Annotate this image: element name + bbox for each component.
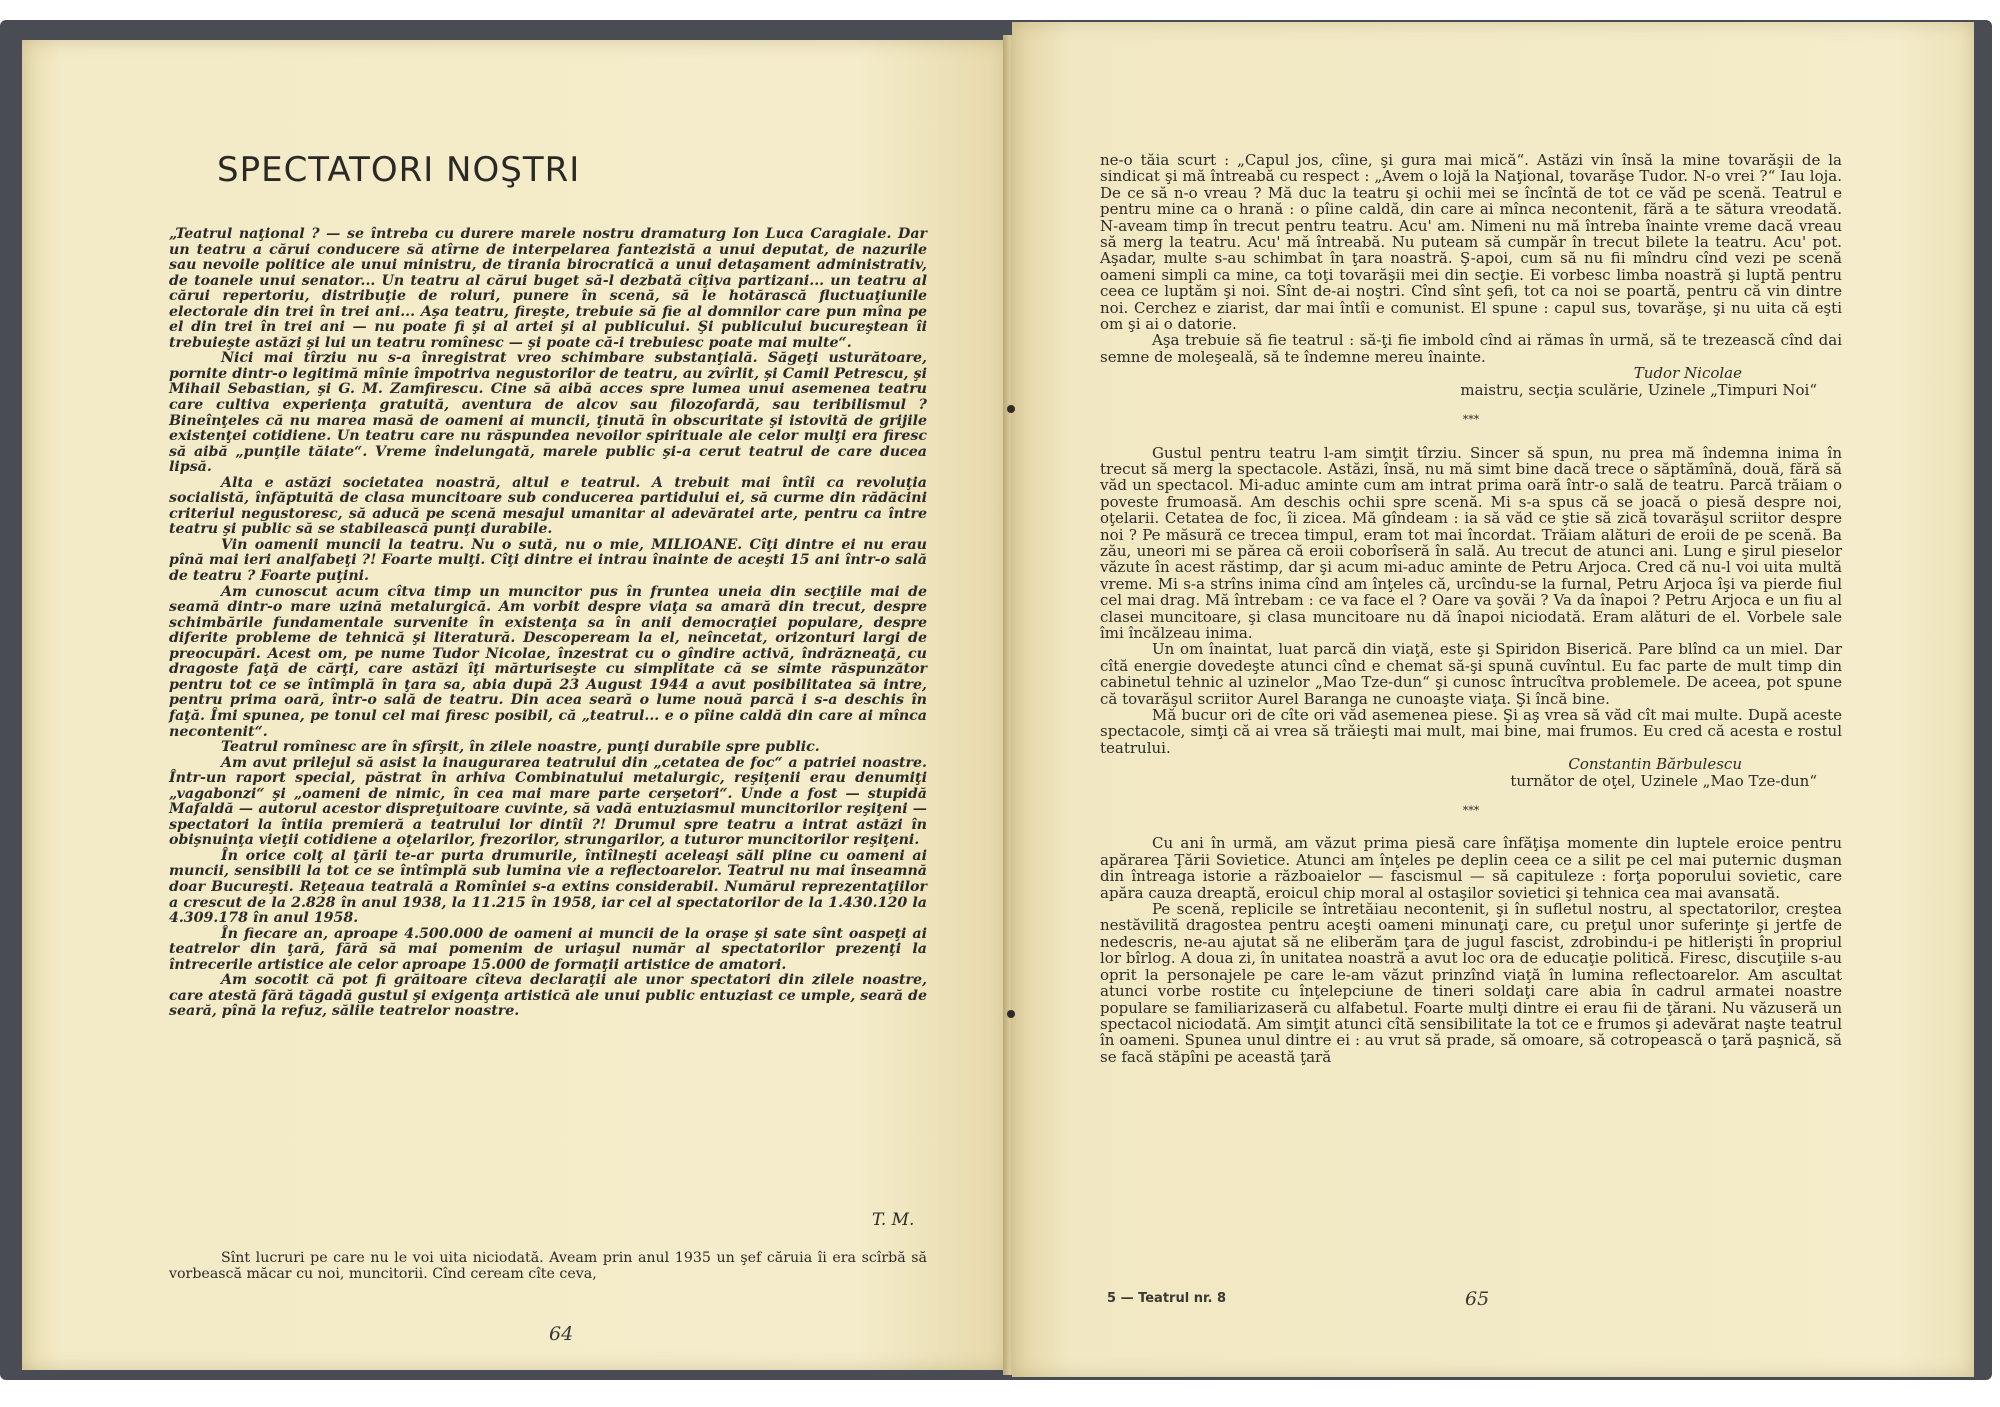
testimony-paragraph: Mă bucur ori de cîte ori văd asemenea piese. Şi aş vrea să văd cît mai multe. După aceste spectacole, simţi că ai vrea să trăieşti mai mult, mai bine, mai frumos. Eu cred că acesta e rostul teatrului. bbox=[1100, 706, 1842, 757]
binding-marker-dot bbox=[1007, 1010, 1015, 1018]
intro-paragraph: „Teatrul naţional ? — se întreba cu durere marele nostru dramaturg Ion Luca Caragiale. Dar un teatru a cărui conducere să atîrne de interpelarea fantezistă a unui deputat, de nazurile sau nevoile politice ale unui ministru, de tirania birocratică a unui detaşament administrativ, de toanele unui senator... Un teatru al cărui buget să-l dezbată cîţiva partizani... un teatru al cărui repertoriu, distribuţie de roluri, punere în scenă, să le hotărască fluctuaţiunile electorale din trei în trei ani... Aşa teatru, fireşte, trebuie să fie al domnilor care pun mîna pe el din trei în trei ani — nu poate fi şi al artei şi al publicului. Şi publicului bucureştean îi trebuieşte astăzi şi lui un teatru romînesc — şi poate că-i trebuiesc poate mai multe“. bbox=[169, 226, 927, 351]
testimony-start-column bbox=[169, 1251, 927, 1282]
journal-footer: 5 — Teatrul nr. 8 bbox=[1107, 1291, 1227, 1306]
page-number-left: 64 bbox=[549, 1323, 574, 1345]
intro-signature: T. M. bbox=[872, 1210, 915, 1230]
left-page bbox=[22, 40, 1007, 1370]
article-title: SPECTATORI NOŞTRI bbox=[217, 150, 581, 190]
testimony-paragraph: Pe scenă, replicile se întretăiau necontenit, şi în sufletul nostru, al spectatorilor, creştea nestăvilită dragostea pentru aceşti oameni minunaţi care, cu preţul unor suferinţe şi jertfe de nedescris, ne-au ajutat să ne eliberăm ţara de jugul fascist, zdrobindu-i pe hitlerişti în propriul lor bîrlog. A doua zi, în unitatea noastră a avut loc ora de educaţie politică. Firesc, discuţiile s-au oprit la personajele pe care le-am văzut prinzînd viaţă în lumina reflectoarelor. Am ascultat atunci vorbe rostite cu înţelepciune de tineri soldaţi care abia în cadrul armatei noastre populare se familiarizaseră cu alfabetul. Foarte mulţi dintre ei erau fii de ţărani. Nu văzuseră un spectacol niciodată. Am simţit atunci cîtă sensibilitate la tot ce e frumos şi adevărat naşte teatrul în oameni. Spunea unul dintre ei : au vrut să prade, să omoare, să cotropească o ţară paşnică, să se facă stăpîni pe această ţară bbox=[1100, 900, 1842, 1066]
testimony-paragraph: Sînt lucruri pe care nu le voi uita niciodată. Aveam prin anul 1935 un şef căruia îi era scîrbă să vorbească măcar cu noi, muncitorii. Cînd ceream cîte ceva, bbox=[169, 1250, 927, 1282]
intro-paragraph: Alta e astăzi societatea noastră, altul e teatrul. A trebuit mai întîi ca revoluţia socialistă, înfăptuită de clasa muncitoare sub conducerea partidului ei, să curme din rădăcini criteriul negustoresc, să aducă pe scenă mesajul umanitar al adevăratei arte, pentru ca între teatru şi public să se stabilească punţi durabile. bbox=[169, 474, 927, 538]
intro-paragraph: În fiecare an, aproape 4.500.000 de oameni ai muncii de la oraşe şi sate sînt oaspeţi ai teatrelor din ţară, fără să mai pomenim de uriaşul număr al spectatorilor prezenţi la întrecerile artistice ale celor aproape 15.000 de formaţii artistice de amatori. bbox=[169, 925, 927, 973]
testimony-author-role: turnător de oţel, Uzinele „Mao Tze-dun“ bbox=[1510, 771, 1817, 790]
intro-paragraph: Nici mai tîrziu nu s-a înregistrat vreo schimbare substanţială. Săgeţi usturătoare, pornite dintr-o legitimă mînie împotriva negustorilor de teatru, au zvîrlit, şi Camil Petrescu, şi Mihail Sebastian, şi G. M. Zamfirescu. Cine să aibă acces spre lumea unui asemenea teatru care cultiva experienţa gratuită, aventura de alcov sau filozofardă, sau teribilismul ? Bineînţeles că nu marea masă de oameni ai muncii, ţinută în obscuritate şi istovită de grijile existenţei cotidiene. Un teatru care nu răspundea nevoilor spirituale ale celor mulţi era firesc să aibă „punţile tăiate“. Vreme îndelungată, marele public şi-a cerut teatrul de care ducea lipsă. bbox=[169, 350, 927, 476]
intro-paragraph: În orice colţ al ţării te-ar purta drumurile, întîlneşti aceleaşi săli pline cu oameni ai muncii, sensibili la tot ce se întîmplă sub lumina vie a reflectoarelor. Teatrul nu mai înseamnă doar Bucureşti. Reţeaua teatrală a Romîniei s-a extins considerabil. Numărul reprezentaţiilor a crescut de la 2.828 în anul 1938, la 11.215 în 1958, iar cel al spectatorilor de la 1.430.120 la 4.309.178 în anul 1958. bbox=[169, 847, 927, 927]
intro-italic-column bbox=[169, 227, 927, 1020]
section-separator: *** bbox=[1462, 804, 1480, 818]
testimony-author-role: maistru, secţia sculărie, Uzinele „Timpuri Noi“ bbox=[1460, 380, 1817, 399]
binding-marker-dot bbox=[1007, 405, 1015, 413]
testimony-paragraph: Aşa trebuie să fie teatrul : să-ţi fie imbold cînd ai rămas în urmă, să te trezească cînd dai semne de moleşeală, să te îndemne mereu înainte. bbox=[1100, 331, 1842, 366]
intro-paragraph: Am avut prilejul să asist la inaugurarea teatrului din „cetatea de foc“ a patriei noastre. Într-un raport special, păstrat în arhiva Combinatului metalurgic, reşiţenii erau denumiţi „vagabonzi“ şi „oameni de nimic, în cea mai mare parte cerşetori“. Unde a fost — stupidă Mafaldă — autorul acestor dispreţuitoare cuvinte, să vadă entuziasmul muncitorilor reşiţeni — spectatori la întiia premieră a teatrului lor dintîi ?! Drumul spre teatru a intrat astăzi în obişnuinţa vieţii cotidiene a oţelarilor, frezorilor, strungarilor, a tuturor muncitorilor reşiţeni. bbox=[169, 754, 927, 849]
intro-paragraph: Am socotit că pot fi grăitoare cîteva declaraţii ale unor spectatori din zilele noastre, care atestă fără tăgadă gustul şi exigenţa artistică ale unui public entuziast ce umple, seară de seară, pînă la refuz, sălile teatrelor noastre. bbox=[169, 972, 927, 1020]
intro-paragraph: Teatrul romînesc are în sfîrşit, în zilele noastre, punţi durabile spre public. bbox=[221, 739, 820, 756]
right-text-column bbox=[1100, 152, 1842, 1065]
testimony-author-name: Tudor Nicolae bbox=[1633, 364, 1742, 383]
intro-paragraph: Am cunoscut acum cîtva timp un muncitor pus în fruntea uneia din secţiile mai de seamă dintr-o mare uzină metalurgică. Am vorbit despre viaţa sa amară din trecut, despre schimbările fundamentale survenite în existenţa sa în anii democraţiei populare, despre diferite probleme de tehnică şi literatură. Descopeream la el, neîncetat, orizonturi largi de preocupări. Acest om, pe nume Tudor Nicolae, înzestrat cu o gîndire activă, îndrăzneaţă, cu dragoste faţă de cărţi, care astăzi îţi mărturiseşte cu simplitate că se simte răspunzător pentru tot ce se întîmplă în ţara sa, abia după 23 August 1944 a avut posibilitatea să intre, pentru prima oară, într-o sală de teatru. Din acea seară o lume nouă parcă i s-a deschis în faţă. Îmi spunea, pe tonul cel mai firesc posibil, că „teatrul... e o pîine caldă din care ai mînca necontenit“. bbox=[169, 583, 927, 740]
right-page bbox=[1012, 22, 1974, 1377]
testimony-author-name: Constantin Bărbulescu bbox=[1568, 755, 1742, 774]
testimony-paragraph: Cu ani în urmă, am văzut prima piesă care înfăţişa momente din luptele eroice pentru apărarea Ţării Sovietice. Atunci am înţeles pe deplin ceea ce a silit pe cel mai puternic duşman din întreaga istorie a războaielor — fascismul — să capituleze : forţa poporului sovietic, care apăra cauza dreaptă, eroicul chip moral al ostaşilor sovietici şi tehnica cea mai avansată. bbox=[1100, 834, 1842, 902]
testimony-paragraph: ne-o tăia scurt : „Capul jos, cîine, şi gura mai mică“. Astăzi vin însă la mine tovarăşii de la sindicat şi mă întreabă cu respect : „Avem o lojă la Naţional, tovarăşe Tudor. N-o vrei ?“ Iau loja. De ce să n-o vreau ? Mă duc la teatru şi ochii mei se încîntă de tot ce văd pe scenă. Teatrul e pentru mine ca o hrană : o pîine caldă, din care ai mînca necontenit, fără a te sătura vreodată. N-aveam timp în trecut pentru teatru. Acu' am. Nimeni nu mă întreba înainte vreme dacă vreau să merg la teatru. Acu' mă întreabă. Nu puteam să cumpăr în trecut bilete la teatru. Acu' pot. Aşadar, multe s-au schimbat în ţara noastră. Ş-apoi, cum să nu fii mîndru cînd vezi pe scenă oameni simpli ca mine, ca toţi tovarăşii mei din secţie. Ei vorbesc limba noastră şi luptă pentru ceea ce luptăm şi noi. Sînt de-ai noştri. Cînd sînt şefi, tot ca noi se poartă, pentru că vin dintre noi. Cerchez e ziarist, dar mai întîi e comunist. El spune : capul sus, tovarăşe, şi nu uita că eşti om şi ai o datorie. bbox=[1100, 151, 1842, 334]
page-number-right: 65 bbox=[1465, 1288, 1490, 1310]
testimony-paragraph: Gustul pentru teatru l-am simţit tîrziu. Sincer să spun, nu prea mă îndemna inima în trecut să merg la spectacole. Astăzi, însă, nu mă simt bine dacă trece o săptămînă, două, fără să văd un spectacol. Mi-aduc aminte cum am intrat prima oară într-o sală de teatru. Parcă trăiam o poveste frumoasă. Am deschis ochii spre scenă. Mi s-a spus că se joacă o piesă despre noi, oţelarii. Cetatea de foc, îi zicea. Mă gîndeam : ia să văd ce ştie să zică tovarăşul scriitor despre noi ? Pe măsură ce trecea timpul, eram tot mai încordat. Trăiam alături de eroii de pe scenă. Ba zău, uneori mi se părea că eroii coborîseră în sală. Au trecut de atunci ani. Lung e şirul pieselor văzute în acest răstimp, dar şi acum mi-aduc aminte de Petru Arjoca. Cred că nu-l voi uita multă vreme. Mi s-a strîns inima cînd am înţeles că, urcîndu-se la furnal, Petru Arjoca îşi va pierde fiul cel mai drag. Mă întrebam : ce va face el ? Oare va şovăi ? Va da înapoi ? Petru Arjoca e un fiu al clasei muncitoare, şi clasa muncitoare nu dă înapoi niciodată. Eram alături de el. Vorbele sale îmi încălzeau inima. bbox=[1100, 443, 1842, 642]
testimony-paragraph: Un om înaintat, luat parcă din viaţă, este şi Spiridon Biserică. Pare blînd ca un miel. Dar cîtă energie dovedeşte atunci cînd e chemat să-şi spună cuvîntul. Eu fac parte de mult timp din cabinetul tehnic al uzinelor „Mao Tze-dun“ şi cunosc întrucîtva problemele. De aceea, pot spune că tovarăşul scriitor Aurel Baranga ne cunoaşte viaţa. Şi încă bine. bbox=[1100, 640, 1842, 708]
section-separator: *** bbox=[1462, 413, 1480, 427]
intro-paragraph: Vin oamenii muncii la teatru. Nu o sută, nu o mie, MILIOANE. Cîţi dintre ei nu erau pînă mai ieri analfabeţi ?! Foarte mulţi. Cîţi dintre ei intrau înainte de aceşti 15 ani într-o sală de teatru ? Foarte puţini. bbox=[169, 536, 927, 585]
